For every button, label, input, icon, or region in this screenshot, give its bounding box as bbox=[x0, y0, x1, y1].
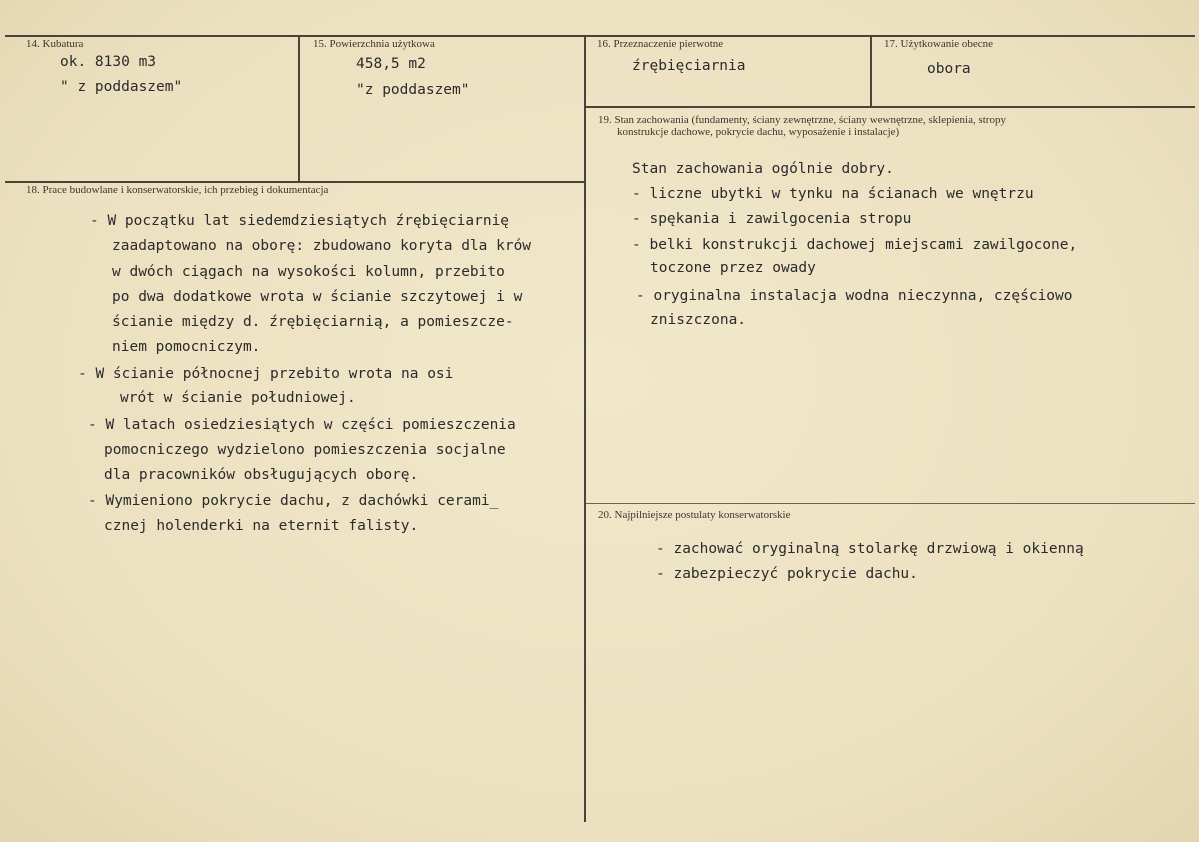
field-18-line-9: - W latach osiedziesiątych w części pomieszczenia bbox=[88, 417, 516, 433]
field-19-label-2: konstrukcje dachowe, pokrycie dachu, wyposażenie i instalacje) bbox=[617, 126, 900, 138]
divider-row-16-19 bbox=[585, 106, 1195, 108]
divider-row-14-18 bbox=[5, 181, 585, 183]
field-16-value: źrębięciarnia bbox=[632, 58, 746, 74]
field-18-line-2: zaadaptowano na oborę: zbudowano koryta dla krów bbox=[112, 238, 532, 254]
field-17-value: obora bbox=[927, 61, 971, 77]
field-18-label: 18. Prace budowlane i konserwatorskie, ich przebieg i dokumentacja bbox=[26, 184, 329, 196]
field-19-line-2: - liczne ubytki w tynku na ścianach we wnętrzu bbox=[632, 186, 1034, 202]
field-18-line-10: pomocniczego wydzielono pomieszczenia socjalne bbox=[104, 442, 506, 458]
field-19-line-7: zniszczona. bbox=[650, 312, 747, 328]
field-20-line-1: - zachować oryginalną stolarkę drzwiową i okienną bbox=[656, 541, 1084, 557]
field-14-value-1: ok. 8130 m3 bbox=[60, 54, 157, 70]
divider-center bbox=[584, 36, 586, 822]
field-19-label-1: 19. Stan zachowania (fundamenty, ściany zewnętrzne, ściany wewnętrzne, sklepienia, stropy bbox=[598, 114, 1006, 126]
divider-14-15 bbox=[298, 36, 300, 181]
field-18-line-13: cznej holenderki na eternit falisty. bbox=[104, 518, 419, 534]
field-19-line-6: - oryginalna instalacja wodna nieczynna, częściowo bbox=[636, 288, 1073, 304]
field-18-line-11: dla pracowników obsługujących oborę. bbox=[104, 467, 419, 483]
field-18-line-3: w dwóch ciągach na wysokości kolumn, przebito bbox=[112, 264, 505, 280]
field-14-label: 14. Kubatura bbox=[26, 38, 84, 50]
field-20-line-2: - zabezpieczyć pokrycie dachu. bbox=[656, 566, 918, 582]
field-15-value-2: "z poddaszem" bbox=[356, 82, 470, 98]
field-18-line-8: wrót w ścianie południowej. bbox=[120, 390, 356, 406]
field-18-line-6: niem pomocniczym. bbox=[112, 339, 261, 355]
field-20-label: 20. Najpilniejsze postulaty konserwatorskie bbox=[598, 509, 791, 521]
field-19-line-5: toczone przez owady bbox=[650, 260, 816, 276]
field-18-line-7: - W ścianie północnej przebito wrota na osi bbox=[78, 366, 454, 382]
field-17-label: 17. Użytkowanie obecne bbox=[884, 38, 994, 50]
field-15-label: 15. Powierzchnia użytkowa bbox=[313, 38, 435, 50]
field-18-line-4: po dwa dodatkowe wrota w ścianie szczytowej i w bbox=[112, 289, 523, 305]
field-16-label: 16. Przeznaczenie pierwotne bbox=[597, 38, 724, 50]
field-15-value-1: 458,5 m2 bbox=[356, 56, 426, 72]
divider-16-17 bbox=[870, 36, 872, 106]
field-19-line-4: - belki konstrukcji dachowej miejscami zawilgocone, bbox=[632, 237, 1078, 253]
field-19-line-1: Stan zachowania ogólnie dobry. bbox=[632, 161, 894, 177]
field-19-line-3: - spękania i zawilgocenia stropu bbox=[632, 211, 912, 227]
field-18-line-5: ścianie między d. źrębięciarnią, a pomieszcze- bbox=[112, 314, 514, 330]
field-18-line-12: - Wymieniono pokrycie dachu, z dachówki cerami_ bbox=[88, 493, 499, 509]
top-border bbox=[5, 35, 1195, 37]
divider-row-19-20 bbox=[585, 503, 1195, 504]
field-14-value-2: " z poddaszem" bbox=[60, 79, 183, 95]
field-18-line-1: - W początku lat siedemdziesiątych źrębięciarnię bbox=[90, 213, 510, 229]
